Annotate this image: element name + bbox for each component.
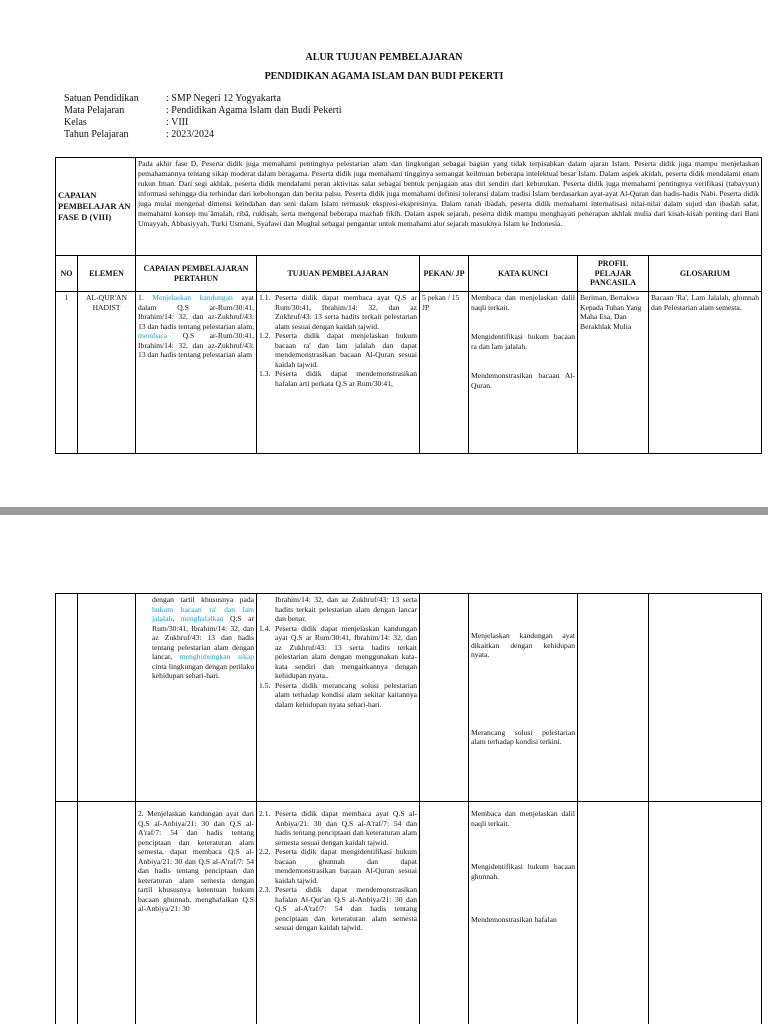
- cp-number: 1.: [138, 293, 144, 302]
- tp-item: [259, 331, 417, 369]
- cp-text: 2. Menjelaskan kandungan ayat dari Q.S al-Anbiya/21: 30 dan Q.S al-A'raf/7: 54 dan hadis tentang penciptaan dan keteraturan alam semesta, dapat membaca Q.S al-Anbiya/21: 30 dan Q.S al-A'raf/7: 54 dan hadis tentang penciptaan dan keteraturan alam semesta dengan tartil khususnya ketentuan hukum bacaan ghunnah, menghafalkan Q.S al-Anbiya/21: 30: [138, 809, 254, 913]
- kata-kunci-item: Membaca dan menjelaskan dalil naqli terkait.: [471, 293, 576, 312]
- header-glosarium: GLOSARIUM: [649, 256, 762, 292]
- document-page-1: [0, 0, 768, 507]
- tp-number: 2.3.: [259, 885, 271, 894]
- tp-number: 1.3.: [259, 369, 271, 378]
- cell-kata-kunci: [469, 292, 578, 454]
- document-subtitle: PENDIDIKAN AGAMA ISLAM DAN BUDI PEKERTI: [264, 71, 504, 82]
- header-capaian-pertahun: CAPAIAN PEMBELAJARAN PERTAHUN: [136, 256, 257, 292]
- cell-glosarium: [649, 594, 762, 802]
- cp-keyword: menghubungkan sikap: [179, 652, 254, 661]
- capaian-text: Pada akhir fase D, Peserta didik juga memahami pentingnya pelestarian alam dan lingkungan sebagai bagian yang tidak terpisahkan dalam ajaran Islam. Peserta didik juga mampu menjelaskan pemahamannya tentang sikap moderat dalam beragama. Peserta didik juga memahami tingginya semangat keilmuan beberapa intelektual besar Islam. Dalam aspek akidah, peserta didik mendalami enam rukun Iman. Dari segi akhlak, peserta didik mendalami peran aktivitas salat sebagai bentuk penjagaan atas diri sendiri dari keburukan. Peserta didik juga memahami pentingnya verifikasi (tabayyun) informasi sehingga dia terhindar dari kebohongan dan berita palsu. Peserta didik juga memahami definisi toleransi dalam tradisi Islam berdasarkan ayat-ayat Al-Quran dan hadis-hadis Nabi. Peserta didik juga mulai mengenal dimensi keindahan dan seni dalam Islam termasuk ekspresi-ekspresinya. Dalam ranah ibadah, peserta didik memahami internalisasi nilai-nilai dalam sujud dan ibadah salat, memahami konsep mu`āmalah, ribā, rukhṣah, serta mengenal beberapa mazhab fikih. Dalam aspek sejarah, peserta didik mampu menghayati penerapan akhlak mulia dari kisah-kisah penting dari Bani Umayyah, Abbasiyyah, Turki Usmani, Syafawi dan Mughal sebagai pengantar untuk memahami alur sejarah masuknya Islam ke Indonesia.: [136, 158, 762, 256]
- tp-text: Peserta didik dapat menjelaskan kandungan ayat Q.S ar Rum/30:41, Ibrahim/14: 32, dan az Zukhruf/43: 13 serta hadits terkait pelestarian alam dengan menggunakan kata-kata sendiri dan mengaitkannya dengan kehidupan nyata..: [275, 623, 417, 680]
- document-meta: [64, 93, 342, 141]
- header-row: [56, 256, 762, 292]
- tp-item: [259, 847, 417, 885]
- capaian-label: CAPAIAN PEMBELAJAR AN FASE D (VIII): [56, 158, 136, 256]
- document-title: ALUR TUJUAN PEMBELAJARAN: [305, 52, 463, 63]
- header-profil: PROFIL PELAJAR PANCASILA: [578, 256, 649, 292]
- tp-number: 1.2.: [259, 331, 271, 340]
- meta-row-mapel: [64, 105, 342, 117]
- header-no: NO: [56, 256, 78, 292]
- atp-table: [55, 157, 762, 454]
- meta-label: Satuan Pendidikan: [64, 93, 139, 104]
- cp-text: ,: [172, 614, 181, 623]
- tp-text: Peserta didik dapat membaca ayat Q.S al-Anbiya/21: 30 dan Q.S al-A'raf/7: 54 dan hadis tentang penciptaan dan keteraturan alam semesta sesuai dengan kaidah tajwid.: [275, 809, 417, 847]
- tp-item: [259, 885, 417, 933]
- table-row: [56, 594, 762, 802]
- tp-item: [259, 809, 417, 847]
- cell-tujuan: [257, 802, 420, 1024]
- kata-kunci-item: Membaca dan menjelaskan dalil naqli terkait.: [471, 809, 575, 828]
- header-elemen: ELEMEN: [78, 256, 136, 292]
- cell-kata-kunci: [469, 802, 578, 1024]
- meta-row-tahun: [64, 129, 342, 141]
- meta-row-satuan: [64, 93, 342, 105]
- meta-value: : SMP Negeri 12 Yogyakarta: [166, 93, 281, 104]
- tp-text: Peserta didik dapat mendemonstrasikan hafalan arti perkata Q.S ar Rum/30:41,: [275, 369, 418, 388]
- cell-pekan: 5 pekan / 15 JP: [420, 292, 469, 454]
- cp-text: dengan tartil khususnya pada: [152, 595, 254, 604]
- tp-text: Ibrahim/14: 32, dan az Zukhruf/43: 13 serta hadits terkait pelestarian alam dengan lancar dan benar.: [275, 595, 417, 623]
- cell-pekan: [420, 802, 469, 1024]
- tp-item: [259, 595, 417, 624]
- kata-kunci-item: Mendemonstrasikan bacaan Al-Quran.: [471, 371, 576, 390]
- tp-number: 2.2.: [259, 847, 271, 856]
- tp-item: [259, 681, 417, 710]
- meta-label: Mata Pelajaran: [64, 105, 125, 116]
- tp-text: Peserta didik dapat membaca ayat Q.S ar Rum/30:41, Ibrahim/14: 32, dan az Zukhruf/43: 13 serta hadits terkait pelestarian alam sesuai dengan kaidah tajwid.: [275, 293, 418, 331]
- cell-glosarium: Bacaan 'Ra', Lam Jalalah, ghunnah dan Pelestarian alam semesta.: [649, 292, 762, 454]
- tp-text: Peserta didik dapat mengidentifikasi hukum bacaan ghunnah dan dapat mendemonstrasikan bacaan Al-Quran sesuai kaidah tajwid.: [275, 847, 417, 885]
- meta-label: Kelas: [64, 117, 87, 128]
- tp-number: 1.1.: [259, 293, 271, 302]
- cell-kata-kunci: [469, 594, 578, 802]
- cp-keyword: menghafalkan: [180, 614, 224, 623]
- meta-label: Tahun Pelajaran: [64, 129, 129, 140]
- cell-tujuan: [257, 292, 420, 454]
- cell-profil: [578, 594, 649, 802]
- kata-kunci-item: Mendemonstrasikan hafalan: [471, 915, 557, 924]
- cell-elemen: [78, 802, 136, 1024]
- atp-table-continued: [55, 593, 762, 1024]
- kata-kunci-item: Merancang solusi pelestarian alam terhadap kondisi terkini.: [471, 727, 575, 746]
- cell-capaian-pertahun: [136, 292, 257, 454]
- header-tujuan: TUJUAN PEMBELAJARAN: [257, 256, 420, 292]
- tp-text: Peserta didik merancang solusi pelestarian alam terhadap kondisi alam sekitar kaitannya dalam kehidupan nyata sehari-hari.: [275, 680, 417, 709]
- cp-text: Q.S ar-Rum/30:41, Ibrahim/14: 32, dan az-Zukhruf/43: 13 dan hadis tentang pelestarian alam: [138, 331, 255, 359]
- cp-keyword: membaca: [138, 331, 168, 340]
- tp-text: Peserta didik dapat mendemonstrasikan hafalan Al-Qur'an Q.S al-Anbiya/21: 30 dan Q.S al-A'raf/7: 54 dan hadis tentang penciptaan dan keteraturan alam semesta sesuai dengan kaidah tajwid.: [275, 885, 417, 932]
- meta-row-kelas: [64, 117, 342, 129]
- tp-item: [259, 624, 417, 681]
- cell-no: [56, 594, 78, 802]
- cp-keyword: hukum bacaan ra' dan lam jalalah: [152, 604, 254, 623]
- tp-item: [259, 293, 417, 331]
- cell-no: [56, 802, 78, 1024]
- meta-value: : Pendidikan Agama Islam dan Budi Pekerti: [166, 105, 342, 116]
- header-pekan: PEKAN/ JP: [420, 256, 469, 292]
- table-row: [56, 802, 762, 1024]
- cell-pekan: [420, 594, 469, 802]
- kata-kunci-item: Mengidentifikasi hukum bacaan ra dan lam jalalah.: [471, 332, 576, 351]
- kata-kunci-item: Mengidentifikasi hukum bacaan ghunnah.: [471, 862, 575, 881]
- cell-profil: Beriman, Bertakwa Kepada Tuhan Yang Maha Esa, Dan Berakhlak Mulia: [578, 292, 649, 454]
- meta-value: : 2023/2024: [166, 129, 215, 140]
- cell-capaian-pertahun: [136, 594, 257, 802]
- tp-number: 1.5.: [259, 680, 271, 690]
- cell-glosarium: [649, 802, 762, 1024]
- cp-keyword: Menjelaskan kandungan: [152, 293, 233, 302]
- cell-capaian-pertahun: [136, 802, 257, 1024]
- tp-text: Peserta didik dapat menjelaskan hukum bacaan ra' dan lam jalalah dan dapat mendemonstrasikan bacaan Al-Quran sesuai kaidah tajwid.: [275, 331, 418, 369]
- tp-number: 2.1.: [259, 809, 271, 818]
- cell-no: 1: [56, 292, 78, 454]
- tp-number: 1.4.: [259, 623, 271, 633]
- table-row: [56, 292, 762, 454]
- cp-text: Q.S ar Rum/30:41, Ibrahim/14: 32, dan az Zukhruf/43: 13 dan hadis tentang pelestarian alam dengan lancar,: [152, 614, 254, 661]
- meta-value: : VIII: [166, 117, 189, 128]
- cp-text: ayat dalam Q.S ar-Rum/30:41, Ibrahim/14: 32, dan az-Zukhruf/43: 13 dan hadis tentang pelestarian alam,: [138, 293, 255, 331]
- cp-text: cinta lingkungan dengan perilaku kehidupan sehari-hari.: [152, 661, 254, 680]
- kata-kunci-item: Menjelaskan kandungan ayat dikaitkan dengan kehidupan nyata.: [471, 631, 575, 659]
- header-kata-kunci: KATA KUNCI: [469, 256, 578, 292]
- tp-item: [259, 369, 417, 388]
- cell-tujuan: [257, 594, 420, 802]
- capaian-row: [56, 158, 762, 256]
- cell-elemen: [78, 594, 136, 802]
- cell-profil: [578, 802, 649, 1024]
- cell-elemen: AL-QUR'AN HADIST: [78, 292, 136, 454]
- document-page-2: [0, 515, 768, 1024]
